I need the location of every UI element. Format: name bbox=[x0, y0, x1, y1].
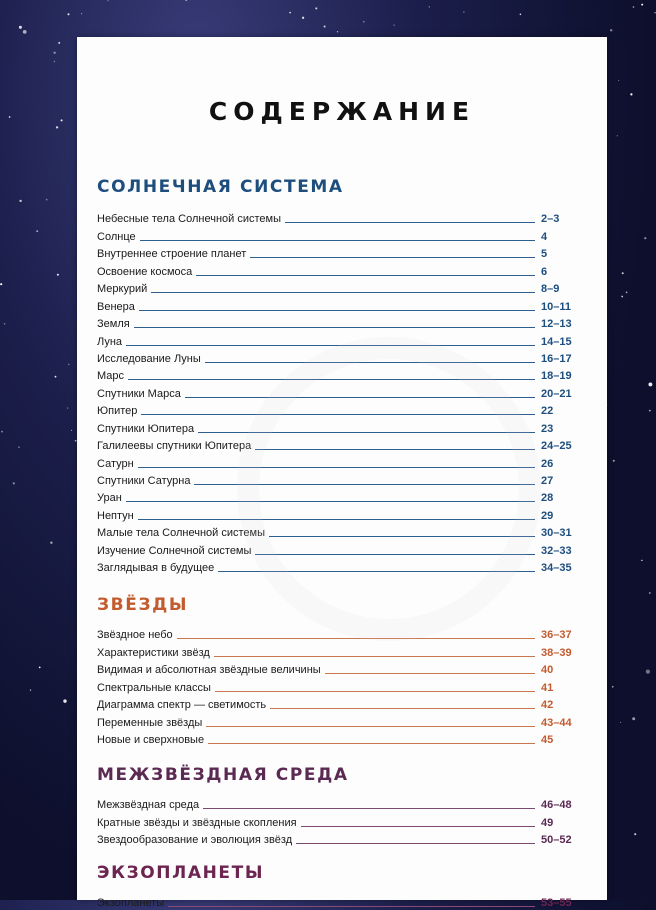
star bbox=[620, 722, 621, 723]
star bbox=[648, 382, 652, 386]
star bbox=[71, 430, 72, 431]
entry-title: Переменные звёзды bbox=[97, 716, 203, 729]
leader-line bbox=[196, 275, 535, 276]
entry-title: Видимая и абсолютная звёздные величины bbox=[97, 664, 321, 677]
star bbox=[641, 4, 643, 6]
entry-title: Внутреннее строение планет bbox=[97, 248, 247, 261]
entry-title: Кратные звёзды и звёздные скопления bbox=[97, 816, 297, 829]
star bbox=[18, 446, 20, 448]
page-number: 8–9 bbox=[541, 283, 560, 296]
toc-entry bbox=[97, 418, 589, 435]
leader-line bbox=[139, 310, 535, 311]
toc-entry bbox=[97, 261, 589, 278]
page-number: 14–15 bbox=[541, 335, 572, 348]
toc-entry bbox=[97, 830, 589, 847]
leader-line bbox=[301, 826, 535, 827]
page-title: СОДЕРЖАНИЕ bbox=[208, 97, 476, 126]
star bbox=[363, 21, 365, 23]
section-title: ЗВЁЗДЫ bbox=[97, 595, 189, 615]
entry-title: Заглядывая в будущее bbox=[97, 562, 215, 575]
star bbox=[36, 230, 38, 232]
star bbox=[646, 670, 650, 674]
entry-title: Звёздное небо bbox=[97, 629, 173, 642]
page-number: 36–37 bbox=[541, 629, 572, 642]
entry-title: Спектральные классы bbox=[97, 681, 211, 694]
leader-line bbox=[138, 467, 535, 468]
star bbox=[54, 61, 55, 62]
toc-entry bbox=[97, 209, 589, 226]
star bbox=[63, 699, 66, 702]
page-number: 5 bbox=[541, 248, 548, 261]
leader-line bbox=[151, 292, 535, 293]
toc-entry bbox=[97, 523, 589, 540]
star bbox=[107, 0, 108, 1]
star bbox=[30, 689, 31, 690]
page-number: 4 bbox=[541, 230, 548, 243]
page-number: 12–13 bbox=[541, 318, 572, 331]
page-number: 10–11 bbox=[541, 300, 571, 313]
entry-title: Спутники Марса bbox=[97, 387, 181, 400]
page-number: 27 bbox=[541, 475, 554, 487]
leader-line bbox=[177, 638, 535, 639]
star bbox=[9, 116, 11, 118]
star bbox=[0, 283, 2, 285]
star bbox=[613, 460, 615, 462]
page-number: 28 bbox=[541, 492, 554, 505]
toc-entry bbox=[97, 795, 589, 812]
entry-title: Малые тела Солнечной системы bbox=[97, 527, 265, 540]
star bbox=[13, 482, 15, 484]
star bbox=[1, 431, 3, 433]
page-number: 53–55 bbox=[541, 897, 572, 910]
entry-title: Нептун bbox=[97, 509, 134, 522]
toc-entry bbox=[97, 812, 589, 829]
toc-entry bbox=[97, 660, 589, 677]
star bbox=[617, 135, 618, 136]
star bbox=[185, 0, 187, 1]
star bbox=[649, 592, 651, 594]
star bbox=[649, 410, 651, 412]
toc-entry bbox=[97, 695, 589, 712]
star bbox=[56, 126, 58, 128]
star bbox=[19, 26, 22, 29]
entry-title: Межзвёздная среда bbox=[97, 799, 200, 812]
star bbox=[634, 833, 636, 835]
star bbox=[68, 364, 70, 366]
leader-line bbox=[218, 571, 535, 572]
star bbox=[58, 42, 60, 44]
toc-entry bbox=[97, 244, 589, 261]
leader-line bbox=[270, 708, 535, 709]
toc-entry bbox=[97, 296, 589, 313]
star bbox=[632, 717, 635, 720]
toc-entry bbox=[97, 331, 589, 348]
section-stars bbox=[97, 593, 589, 747]
star bbox=[520, 14, 522, 16]
entry-title: Земля bbox=[97, 318, 130, 331]
leader-line bbox=[126, 501, 535, 502]
leader-line bbox=[203, 808, 535, 809]
page-number: 38–39 bbox=[541, 646, 572, 659]
toc-entry bbox=[97, 712, 589, 729]
toc-entry bbox=[97, 314, 589, 331]
star bbox=[19, 200, 21, 202]
entry-title: Изучение Солнечной системы bbox=[97, 544, 252, 557]
page-number: 22 bbox=[541, 405, 554, 418]
section-title: ЭКЗОПЛАНЕТЫ bbox=[97, 863, 265, 883]
star bbox=[46, 199, 48, 201]
page-number: 26 bbox=[541, 457, 554, 470]
page-number: 16–17 bbox=[541, 352, 572, 365]
page-number: 24–25 bbox=[541, 440, 572, 453]
toc-entry bbox=[97, 366, 589, 383]
entry-title: Солнце bbox=[97, 230, 136, 243]
entry-title: Венера bbox=[97, 300, 135, 313]
page-number: 30–31 bbox=[541, 527, 572, 540]
leader-line bbox=[126, 345, 535, 346]
leader-line bbox=[325, 673, 535, 674]
entry-title: Меркурий bbox=[97, 283, 148, 296]
star bbox=[23, 30, 27, 34]
star bbox=[618, 80, 619, 81]
entry-title: Исследование Луны bbox=[97, 352, 201, 365]
entry-title: Сатурн bbox=[97, 457, 134, 470]
page-number: 45 bbox=[541, 734, 554, 747]
entry-title: Характеристики звёзд bbox=[97, 646, 210, 659]
entry-title: Марс bbox=[97, 370, 125, 383]
toc-entry bbox=[97, 401, 589, 418]
entry-title: Юпитер bbox=[97, 405, 138, 418]
star bbox=[315, 7, 317, 9]
leader-line bbox=[205, 362, 535, 363]
section-exoplanets bbox=[97, 861, 589, 910]
entry-title: Спутники Юпитера bbox=[97, 422, 195, 435]
page-number: 50–52 bbox=[541, 834, 572, 847]
entry-title: Луна bbox=[97, 335, 123, 348]
toc-entry bbox=[97, 893, 589, 910]
entry-title: Спутники Сатурна bbox=[97, 475, 191, 487]
toc-entry bbox=[97, 471, 589, 488]
star bbox=[53, 52, 55, 54]
page-number: 40 bbox=[541, 664, 554, 677]
page-number: 18–19 bbox=[541, 370, 572, 383]
star bbox=[55, 376, 57, 378]
page-number: 49 bbox=[541, 816, 554, 829]
toc-entry bbox=[97, 436, 589, 453]
leader-line bbox=[215, 691, 535, 692]
leader-line bbox=[134, 327, 535, 328]
entry-title: Диаграмма спектр — светимость bbox=[97, 699, 267, 712]
star bbox=[57, 274, 59, 276]
star bbox=[67, 408, 68, 409]
star bbox=[641, 560, 642, 561]
entry-title: Новые и сверхновые bbox=[97, 734, 205, 747]
leader-line bbox=[208, 743, 535, 744]
star bbox=[630, 93, 632, 95]
leader-line bbox=[206, 726, 535, 727]
leader-line bbox=[198, 432, 535, 433]
page-number: 23 bbox=[541, 422, 554, 435]
toc-entry bbox=[97, 383, 589, 400]
page-number: 6 bbox=[541, 265, 548, 278]
star bbox=[612, 686, 614, 688]
page-number: 34–35 bbox=[541, 562, 572, 575]
leader-line bbox=[255, 554, 535, 555]
toc-entry bbox=[97, 505, 589, 522]
page-number: 41 bbox=[541, 681, 554, 694]
section-title: МЕЖЗВЁЗДНАЯ СРЕДА bbox=[97, 765, 349, 785]
entry-title: Уран bbox=[97, 492, 122, 505]
star bbox=[394, 25, 395, 26]
entry-title: Галилеевы спутники Юпитера bbox=[97, 440, 252, 453]
leader-line bbox=[285, 222, 535, 223]
star bbox=[39, 667, 41, 669]
star bbox=[621, 296, 623, 298]
page-number: 2–3 bbox=[541, 213, 560, 226]
page-number: 29 bbox=[541, 509, 554, 522]
leader-line bbox=[250, 257, 535, 258]
page-number: 43–44 bbox=[541, 716, 572, 729]
star bbox=[289, 12, 291, 14]
entry-title: Освоение космоса bbox=[97, 265, 193, 278]
leader-line bbox=[269, 536, 535, 537]
page-number: 32–33 bbox=[541, 544, 572, 557]
leader-line bbox=[168, 906, 535, 907]
star bbox=[610, 29, 612, 31]
star bbox=[622, 272, 624, 274]
toc-entry bbox=[97, 226, 589, 243]
page-number: 42 bbox=[541, 699, 554, 712]
toc-entry bbox=[97, 677, 589, 694]
contents-page bbox=[77, 37, 607, 910]
page-number: 46–48 bbox=[541, 799, 572, 812]
section-solar-system bbox=[97, 175, 589, 575]
toc-entry bbox=[97, 625, 589, 642]
leader-line bbox=[194, 484, 535, 485]
star bbox=[67, 13, 69, 15]
toc-entry bbox=[97, 488, 589, 505]
leader-line bbox=[141, 414, 535, 415]
toc-entry bbox=[97, 349, 589, 366]
toc-entry bbox=[97, 279, 589, 296]
entry-title: Звездообразование и эволюция звёзд bbox=[97, 834, 293, 847]
leader-line bbox=[138, 519, 535, 520]
toc-entry bbox=[97, 642, 589, 659]
star bbox=[463, 12, 464, 13]
leader-line bbox=[296, 843, 535, 844]
entry-title: Экзопланеты bbox=[97, 897, 165, 910]
section-interstellar-medium bbox=[97, 763, 589, 847]
star bbox=[324, 26, 326, 28]
leader-line bbox=[185, 397, 535, 398]
star bbox=[61, 119, 63, 121]
toc-entry bbox=[97, 453, 589, 470]
leader-line bbox=[214, 656, 535, 657]
entry-title: Небесные тела Солнечной системы bbox=[97, 213, 281, 226]
page-number: 20–21 bbox=[541, 387, 572, 400]
star bbox=[626, 292, 628, 294]
star bbox=[4, 323, 6, 325]
leader-line bbox=[140, 240, 535, 241]
star bbox=[633, 6, 635, 8]
section-title: СОЛНЕЧНАЯ СИСТЕМА bbox=[97, 177, 344, 197]
star bbox=[429, 6, 430, 7]
leader-line bbox=[255, 449, 535, 450]
star bbox=[302, 17, 304, 19]
toc-entry bbox=[97, 730, 589, 747]
star bbox=[50, 542, 52, 544]
star bbox=[337, 31, 338, 32]
toc-entry bbox=[97, 558, 589, 575]
toc-entry bbox=[97, 540, 589, 557]
star bbox=[644, 237, 646, 239]
star bbox=[81, 13, 82, 14]
leader-line bbox=[128, 379, 535, 380]
